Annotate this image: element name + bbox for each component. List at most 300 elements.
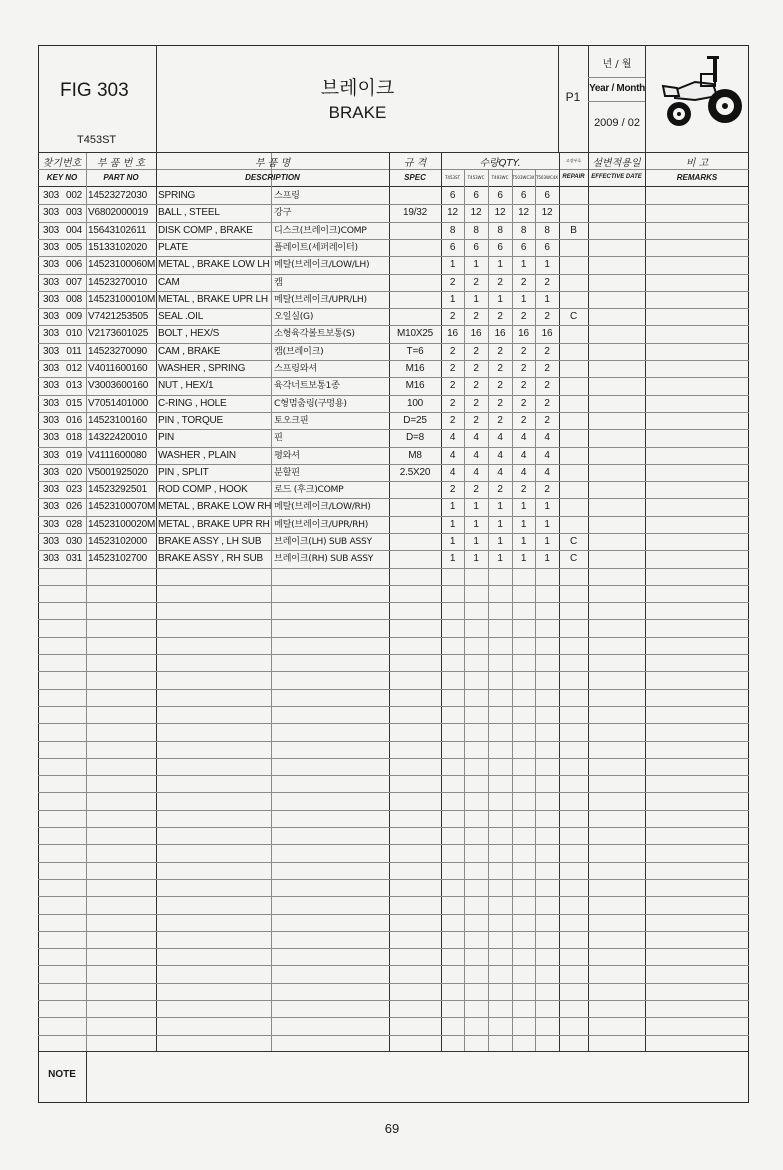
cell-key: 019	[65, 449, 83, 461]
cell-fig: 303	[42, 224, 60, 236]
cell-fig: 303	[42, 518, 60, 530]
cell-desc_ko: 플레이트(세퍼레이터)	[274, 241, 358, 253]
cell-q1: 12	[447, 207, 458, 219]
row-rule	[38, 654, 749, 655]
cell-desc: NUT , HEX/1	[158, 380, 214, 392]
cell-part: 14523272030	[88, 190, 147, 201]
cell-part: V3003600160	[88, 380, 149, 392]
cell-repair	[559, 377, 588, 394]
cell-q1: 2	[449, 363, 456, 374]
cell-desc_ko: 육각너트보통1종	[274, 380, 340, 392]
cell-spec	[389, 187, 441, 204]
key-header-en: KEY NO	[46, 173, 78, 182]
cell-q1: 4	[449, 432, 456, 444]
qty-subheader-rule	[441, 169, 559, 170]
cell-part: 14523292501	[88, 484, 147, 496]
cell-fig: 303	[42, 328, 60, 340]
cell-spec	[389, 256, 441, 273]
cell-q3: 2	[497, 484, 503, 496]
cell-q2: 2	[473, 345, 479, 357]
cell-q1: 16	[447, 328, 458, 340]
cell-repair	[559, 429, 588, 446]
cell-q5: 2	[544, 484, 550, 496]
cell-desc: BRAKE ASSY , LH SUB	[158, 536, 262, 547]
row-rule	[38, 965, 749, 966]
row-rule	[38, 775, 749, 776]
row-rule	[38, 810, 749, 811]
cell-q5: 2	[544, 363, 550, 374]
cell-fig: 303	[42, 363, 60, 374]
cell-key: 004	[65, 224, 83, 236]
cell-fig: 303	[42, 536, 60, 547]
cell-part: V7421253505	[88, 311, 149, 323]
cell-part: V5001925020	[88, 466, 149, 478]
cell-fig: 303	[42, 432, 60, 444]
cell-spec: M16	[405, 363, 425, 374]
cell-desc: BOLT , HEX/S	[158, 328, 220, 340]
cell-repair	[559, 395, 588, 412]
cell-q1: 1	[449, 501, 456, 513]
cell-repair: C	[569, 311, 578, 323]
cell-desc_ko: 메탈(브레이크/LOW/LH)	[274, 259, 370, 271]
cell-q2: 6	[473, 190, 479, 201]
cell-key: 030	[65, 536, 83, 547]
cell-desc: METAL , BRAKE LOW RH	[158, 501, 271, 513]
cell-q2: 1	[473, 259, 479, 271]
cell-q2: 2	[473, 311, 479, 323]
cell-part: 14523102700	[88, 553, 147, 565]
cell-q3: 2	[497, 276, 503, 288]
cell-q2: 1	[473, 553, 479, 565]
cell-desc_ko: 메탈(브레이크/UPR/RH)	[274, 518, 369, 530]
cell-q3: 1	[497, 259, 503, 271]
cell-q3: 1	[497, 293, 503, 305]
cell-spec: M16	[405, 380, 425, 392]
cell-spec	[389, 550, 441, 567]
cell-repair	[559, 274, 588, 291]
cell-q5: 2	[544, 380, 550, 392]
cell-q4: 1	[520, 293, 527, 305]
cell-q2: 2	[473, 414, 479, 426]
cell-spec	[389, 308, 441, 325]
cell-q2: 8	[473, 224, 479, 236]
cell-q1: 1	[449, 259, 456, 271]
cell-repair	[559, 343, 588, 360]
row-rule	[38, 948, 749, 949]
cell-q1: 6	[449, 190, 456, 201]
cell-q4: 2	[520, 276, 527, 288]
cell-desc: PIN , SPLIT	[158, 466, 209, 478]
cell-q4: 4	[520, 466, 527, 478]
cell-key: 011	[66, 345, 82, 357]
cell-desc_ko: 캠(브레이크)	[274, 345, 324, 357]
cell-spec: 100	[406, 397, 424, 409]
note-divider	[86, 1051, 87, 1103]
cell-q5: 8	[544, 224, 550, 236]
cell-spec: 2.5X20	[399, 466, 431, 478]
cell-desc_ko: 강구	[274, 207, 292, 219]
cell-spec	[389, 481, 441, 498]
cell-key: 023	[65, 484, 83, 496]
cell-spec: D=8	[405, 432, 425, 444]
cell-spec	[389, 274, 441, 291]
cell-part: 14523102000	[88, 536, 147, 547]
cell-q4: 1	[520, 553, 527, 565]
title-english: BRAKE	[328, 103, 387, 122]
cell-q4: 2	[520, 345, 527, 357]
cell-desc: CAM , BRAKE	[158, 345, 221, 357]
cell-part: 14322420010	[88, 432, 147, 444]
cell-q1: 4	[449, 466, 456, 478]
row-rule	[38, 879, 749, 880]
cell-key: 005	[65, 241, 83, 253]
cell-q4: 16	[518, 328, 529, 340]
cell-repair	[559, 412, 588, 429]
cell-key: 010	[65, 328, 83, 340]
cell-spec: M10X25	[396, 328, 434, 340]
cell-desc: C-RING , HOLE	[158, 397, 227, 409]
cell-spec: 19/32	[402, 207, 428, 219]
cell-part: V6802000019	[88, 207, 149, 219]
qty-header-ko: 수량QTY.	[479, 158, 521, 169]
cell-q4: 2	[520, 397, 527, 409]
cell-repair	[559, 239, 588, 256]
cell-q5: 2	[544, 345, 550, 357]
cell-q4: 2	[520, 414, 527, 426]
repair-header-ko: 고장부호	[565, 158, 582, 163]
part-header-en: PART NO	[103, 173, 139, 182]
cell-part: V4111600080	[88, 449, 147, 461]
cell-desc_ko: 디스크(브레이크)COMP	[274, 224, 367, 236]
cell-spec	[389, 516, 441, 533]
cell-desc_ko: 메탈(브레이크/LOW/RH)	[274, 501, 371, 513]
cell-q2: 1	[473, 501, 479, 513]
qty-model-1: T453ST	[444, 175, 461, 180]
cell-part: V4011600160	[88, 363, 148, 374]
cell-q5: 4	[544, 466, 550, 478]
cell-q1: 1	[449, 553, 456, 565]
row-rule	[38, 637, 749, 638]
row-rule	[38, 827, 749, 828]
cell-key: 028	[65, 518, 83, 530]
cell-fig: 303	[42, 241, 60, 253]
page-code: P1	[565, 90, 581, 104]
cell-q2: 2	[473, 397, 479, 409]
desc-header-ko: 부 품 명	[254, 158, 291, 169]
cell-part: 14523100160	[88, 414, 147, 426]
effective-date-header-ko: 설변적용일	[592, 158, 641, 169]
cell-spec: D=25	[403, 414, 427, 426]
row-rule	[38, 914, 749, 915]
cell-key: 008	[65, 293, 83, 305]
cell-key: 020	[65, 466, 83, 478]
fig-number: FIG 303	[60, 80, 129, 101]
repair-header-en: REPAIR	[562, 174, 585, 180]
row-rule	[38, 1017, 749, 1018]
cell-q2: 2	[473, 363, 479, 374]
page-number: 69	[384, 1121, 400, 1136]
cell-part: 14523100020M	[88, 518, 156, 530]
cell-key: 031	[65, 553, 83, 565]
model-code: T453ST	[77, 134, 117, 146]
cell-q5: 1	[544, 259, 550, 271]
cell-repair	[559, 464, 588, 481]
cell-q4: 1	[520, 518, 527, 530]
cell-q1: 2	[449, 311, 456, 323]
cell-q5: 2	[544, 311, 550, 323]
cell-q4: 2	[520, 380, 527, 392]
cell-key: 015	[65, 397, 83, 409]
cell-q1: 8	[449, 224, 456, 236]
row-rule	[38, 792, 749, 793]
cell-repair	[559, 481, 588, 498]
cell-q4: 2	[520, 484, 527, 496]
cell-q3: 2	[497, 345, 503, 357]
cell-key: 012	[65, 363, 83, 374]
note-label: NOTE	[48, 1069, 76, 1080]
cell-q3: 1	[497, 553, 503, 565]
cell-repair: C	[569, 553, 578, 565]
cell-q4: 12	[518, 207, 529, 219]
cell-q1: 4	[449, 449, 456, 461]
cell-repair	[559, 498, 588, 515]
cell-fig: 303	[42, 380, 60, 392]
cell-repair: C	[569, 536, 578, 547]
cell-q2: 1	[473, 293, 479, 305]
cell-spec: T=6	[406, 345, 424, 357]
row-rule	[38, 619, 749, 620]
year-month-value: 2009 / 02	[594, 117, 640, 129]
row-rule	[38, 723, 749, 724]
cell-q4: 1	[520, 536, 527, 547]
cell-desc_ko: 토오크핀	[274, 414, 309, 426]
cell-q5: 12	[541, 207, 553, 219]
cell-desc: WASHER , SPRING	[158, 363, 246, 374]
cell-key: 007	[65, 276, 83, 288]
cell-fig: 303	[42, 345, 60, 357]
cell-desc_ko: 스프링	[274, 190, 300, 201]
cell-key: 026	[65, 501, 83, 513]
spec-header-en: SPEC	[404, 173, 426, 182]
cell-spec	[389, 222, 441, 239]
row-rule	[38, 1000, 749, 1001]
cell-desc_ko: 브레이크(LH) SUB ASSY	[274, 536, 372, 547]
row-rule	[38, 896, 749, 897]
cell-q5: 1	[544, 553, 550, 565]
cell-repair	[559, 516, 588, 533]
cell-desc: BALL , STEEL	[158, 207, 220, 219]
cell-desc_ko: 평와셔	[274, 449, 300, 461]
cell-q3: 1	[497, 518, 503, 530]
cell-repair	[559, 187, 588, 204]
cell-q5: 4	[544, 449, 550, 461]
cell-desc_ko: 오일실(G)	[274, 311, 314, 323]
cell-q4: 4	[520, 449, 527, 461]
cell-fig: 303	[42, 466, 60, 478]
cell-q4: 8	[520, 224, 527, 236]
cell-fig: 303	[42, 553, 60, 565]
header-divider-fig	[156, 45, 157, 153]
cell-q5: 1	[544, 501, 550, 513]
cell-q5: 2	[544, 414, 550, 426]
cell-q3: 2	[497, 363, 503, 374]
cell-q2: 2	[473, 380, 479, 392]
cell-desc: ROD COMP , HOOK	[158, 484, 248, 496]
column-header-divider	[38, 169, 749, 170]
cell-key: 016	[65, 414, 83, 426]
cell-q1: 2	[449, 414, 456, 426]
cell-spec	[389, 498, 441, 515]
qty-model-4: T503WC3X	[512, 175, 535, 180]
row-rule	[38, 706, 749, 707]
cell-repair	[559, 447, 588, 464]
cell-desc_ko: 핀	[274, 432, 283, 444]
row-rule	[38, 862, 749, 863]
cell-q2: 6	[473, 241, 479, 253]
cell-desc: SPRING	[158, 190, 196, 201]
cell-desc: METAL , BRAKE UPR RH	[158, 518, 270, 530]
year-month-english: Year / Month	[589, 83, 645, 94]
cell-q1: 2	[449, 276, 456, 288]
cell-desc_ko: 스프링와셔	[274, 363, 317, 374]
cell-q4: 6	[520, 241, 527, 253]
cell-q4: 1	[520, 501, 527, 513]
cell-q1: 2	[449, 397, 456, 409]
cell-part: 14523270010	[88, 276, 147, 288]
cell-fig: 303	[42, 414, 60, 426]
year-month-rule-2	[588, 101, 645, 102]
cell-repair	[559, 256, 588, 273]
cell-q4: 4	[520, 432, 527, 444]
cell-part: 14523270090	[88, 345, 147, 357]
cell-desc_ko: 메탈(브레이크/UPR/LH)	[274, 293, 367, 305]
qty-model-3: T493WC	[491, 175, 509, 180]
cell-q2: 4	[473, 432, 479, 444]
row-rule	[38, 758, 749, 759]
cell-repair	[559, 360, 588, 377]
cell-fig: 303	[42, 276, 60, 288]
cell-fig: 303	[42, 259, 60, 271]
cell-q1: 2	[449, 345, 456, 357]
cell-part: 14523100070M	[88, 501, 156, 513]
year-month-rule-1	[588, 77, 645, 78]
row-rule	[38, 689, 749, 690]
cell-desc: METAL , BRAKE UPR LH	[158, 293, 268, 305]
cell-repair	[559, 291, 588, 308]
cell-key: 009	[65, 311, 83, 323]
cell-desc: PLATE	[158, 241, 188, 253]
cell-part: 15133102020	[88, 241, 147, 253]
row-rule	[38, 585, 749, 586]
cell-desc_ko: 로드 (후크)COMP	[274, 484, 344, 496]
cell-desc_ko: C형멈춤링(구멍용)	[274, 397, 347, 409]
cell-fig: 303	[42, 207, 60, 219]
row-rule	[38, 844, 749, 845]
cell-q4: 1	[520, 259, 527, 271]
cell-q3: 6	[497, 241, 503, 253]
cell-fig: 303	[42, 190, 60, 201]
row-rule	[38, 1035, 749, 1036]
cell-repair: B	[570, 224, 577, 236]
cell-q1: 1	[449, 518, 456, 530]
cell-spec	[389, 533, 441, 550]
row-rule	[38, 931, 749, 932]
cell-desc: DISK COMP , BRAKE	[158, 224, 253, 236]
cell-q2: 4	[473, 466, 479, 478]
title-korean: 브레이크	[320, 77, 395, 99]
cell-q3: 12	[494, 207, 506, 219]
cell-key: 018	[65, 432, 83, 444]
cell-desc: PIN , TORQUE	[158, 414, 224, 426]
cell-q5: 16	[541, 328, 553, 340]
cell-q3: 4	[497, 466, 503, 478]
cell-desc_ko: 캠	[274, 276, 283, 288]
cell-q3: 4	[497, 449, 503, 461]
remarks-header-ko: 비 고	[685, 158, 709, 169]
cell-q5: 1	[544, 518, 550, 530]
cell-spec	[389, 239, 441, 256]
cell-q1: 6	[449, 241, 456, 253]
cell-q2: 16	[470, 328, 482, 340]
cell-q1: 1	[449, 293, 456, 305]
cell-fig: 303	[42, 501, 60, 513]
cell-q2: 12	[470, 207, 482, 219]
cell-desc_ko: 분할핀	[274, 466, 300, 478]
cell-q2: 2	[473, 484, 479, 496]
cell-key: 003	[65, 207, 83, 219]
row-rule	[38, 671, 749, 672]
cell-desc_ko: 소형육각볼트보통(S)	[274, 328, 355, 340]
cell-q5: 1	[544, 293, 550, 305]
cell-part: 15643102611	[88, 224, 147, 236]
cell-desc_ko: 브레이크(RH) SUB ASSY	[274, 553, 374, 565]
desc-header-en: DESCRIPTION	[245, 173, 300, 182]
row-rule	[38, 983, 749, 984]
cell-q2: 2	[473, 276, 479, 288]
cell-part: V7051401000	[88, 397, 149, 409]
cell-q5: 2	[544, 397, 550, 409]
qty-model-2: T453WC	[467, 175, 485, 180]
cell-spec: M8	[408, 449, 422, 461]
cell-q1: 1	[449, 536, 456, 547]
year-month-korean: 년 / 월	[602, 59, 632, 70]
cell-q1: 2	[449, 380, 456, 392]
qty-model-5: T503WC4X	[535, 175, 559, 180]
remarks-header-en: REMARKS	[676, 173, 718, 182]
cell-q3: 4	[497, 432, 503, 444]
cell-q5: 2	[544, 276, 550, 288]
cell-fig: 303	[42, 449, 60, 461]
cell-key: 013	[65, 380, 83, 392]
cell-q2: 4	[473, 449, 479, 461]
cell-q2: 1	[473, 518, 479, 530]
spec-header-ko: 규 격	[403, 158, 427, 169]
row-rule	[38, 741, 749, 742]
cell-desc: PIN	[158, 432, 175, 444]
cell-spec	[389, 291, 441, 308]
part-header-ko: 부 품 번 호	[96, 158, 146, 169]
cell-q3: 16	[494, 328, 506, 340]
cell-fig: 303	[42, 293, 60, 305]
cell-key: 002	[65, 190, 83, 201]
cell-q2: 1	[473, 536, 479, 547]
header-bottom-rule	[38, 152, 749, 153]
cell-q3: 2	[497, 397, 503, 409]
cell-desc: CAM	[158, 276, 180, 288]
cell-part: 14523100010M	[88, 293, 156, 305]
cell-q4: 2	[520, 363, 527, 374]
cell-q5: 6	[544, 190, 550, 201]
